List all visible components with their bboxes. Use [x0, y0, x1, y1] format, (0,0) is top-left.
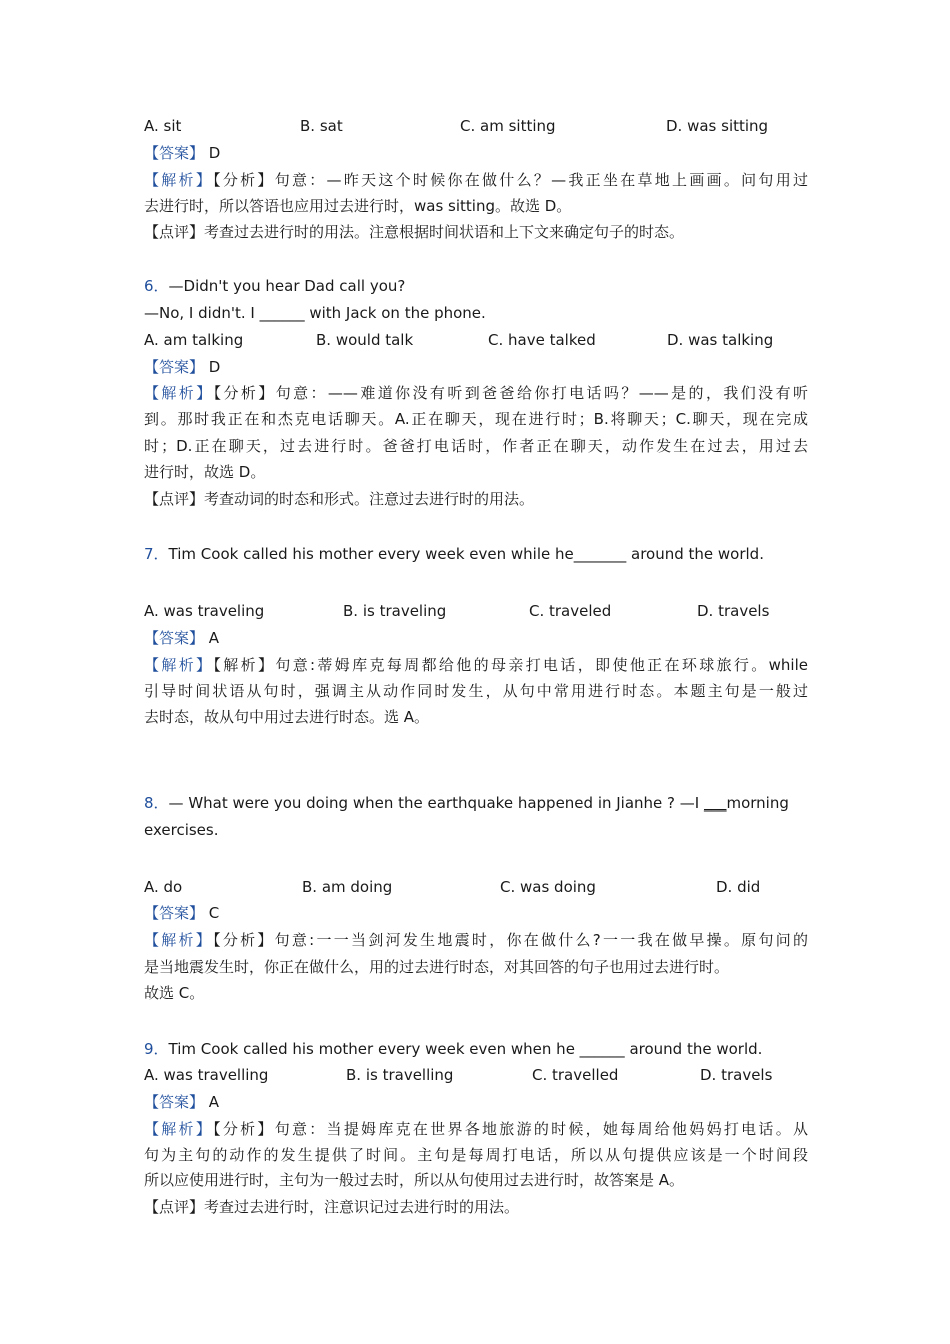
q8-analysis-line: 是当地震发生时，你正在做什么，用的过去进行时态，对其回答的句子也用过去进行时。 [144, 958, 730, 976]
answer-value: D [208, 144, 221, 162]
answer-tag: 【答案】 [144, 144, 205, 162]
q6-option-a: A. am talking [144, 331, 244, 349]
analysis-text: 【分析】句意：——难道你没有听到爸爸给你打电话吗？——是的，我们没有听 [213, 384, 808, 402]
q7-option-d: D. travels [697, 602, 770, 620]
analysis-text: 【解析】句意:蒂姆库克每周都给他的母亲打电话，即使他正在环球旅行。while [213, 656, 808, 674]
q8-option-b: B. am doing [302, 878, 393, 896]
q5-option-a: A. sit [144, 117, 182, 135]
q5-review [144, 222, 808, 242]
q8-options [144, 877, 808, 897]
q9-analysis-line [144, 1119, 808, 1139]
answer-tag: 【答案】 [144, 629, 205, 647]
q5-options [144, 116, 808, 136]
q6-stem [144, 276, 808, 296]
question-stem: —Didn't you hear Dad call you? [168, 277, 406, 295]
q8-stem [144, 793, 808, 813]
answer-tag: 【答案】 [144, 904, 205, 922]
q8-option-c: C. was doing [500, 878, 596, 896]
q7-options [144, 601, 808, 621]
q6-option-d: D. was talking [667, 331, 774, 349]
q7-option-c: C. traveled [529, 602, 612, 620]
review-tag: 【点评】 [144, 1198, 205, 1216]
q9-answer [144, 1092, 808, 1112]
answer-value: A [208, 1093, 220, 1111]
q9-option-b: B. is travelling [346, 1066, 454, 1084]
analysis-tag: 【解析】 [144, 931, 214, 949]
q9-option-c: C. travelled [532, 1066, 619, 1084]
analysis-tag: 【解析】 [144, 384, 214, 402]
question-stem: Tim Cook called his mother every week even while he_______ around the world. [168, 545, 764, 563]
question-stem-end: morning [726, 794, 789, 812]
question-number: 9． [144, 1040, 169, 1058]
review-text: 考查动词的时态和形式。注意过去进行时的用法。 [204, 490, 535, 508]
q5-analysis-line [144, 170, 808, 190]
q7-stem [144, 544, 808, 564]
q9-option-a: A. was travelling [144, 1066, 269, 1084]
review-tag: 【点评】 [144, 490, 205, 508]
analysis-text: 【分析】句意:一一当剑河发生地震时，你在做什么?一一我在做早操。原句问的 [213, 931, 808, 949]
analysis-tag: 【解析】 [144, 171, 214, 189]
q7-option-a: A. was traveling [144, 602, 265, 620]
q8-answer [144, 903, 808, 923]
q5-analysis-line: 去进行时，所以答语也应用过去进行时，was sitting。故选 D。 [144, 197, 572, 215]
q6-analysis-line [144, 383, 808, 403]
q8-stem-line2: exercises. [144, 821, 219, 839]
q7-option-b: B. is traveling [343, 602, 447, 620]
q8-analysis-line [144, 930, 808, 950]
question-number: 8． [144, 794, 169, 812]
q6-options [144, 330, 808, 350]
question-number: 6． [144, 277, 169, 295]
analysis-text: 【分析】句意：当提姆库克在世界各地旅游的时候，她每周给他妈妈打电话。从 [213, 1120, 808, 1138]
analysis-tag: 【解析】 [144, 656, 214, 674]
q9-review [144, 1197, 808, 1217]
answer-value: A [208, 629, 220, 647]
q6-option-b: B. would talk [316, 331, 414, 349]
question-stem: Tim Cook called his mother every week even when he ______ around the world. [168, 1040, 763, 1058]
q5-option-d: D. was sitting [666, 117, 769, 135]
q8-option-d: D. did [716, 878, 761, 896]
review-tag: 【点评】 [144, 223, 205, 241]
q9-option-d: D. travels [700, 1066, 773, 1084]
analysis-tag: 【解析】 [144, 1120, 214, 1138]
answer-value: C [208, 904, 220, 922]
q8-option-a: A. do [144, 878, 183, 896]
q5-answer [144, 143, 808, 163]
q6-option-c: C. have talked [488, 331, 596, 349]
q6-review [144, 489, 808, 509]
question-number: 7． [144, 545, 169, 563]
q5-option-c: C. am sitting [460, 117, 556, 135]
q9-analysis-line: 句为主句的动作的发生提供了时间。主句是每周打电话，所以从句提供应该是一个时间段 [144, 1146, 808, 1164]
q6-answer [144, 357, 808, 377]
q6-analysis-line: 进行时，故选 D。 [144, 463, 266, 481]
answer-tag: 【答案】 [144, 358, 205, 376]
q7-analysis-line: 引导时间状语从句时，强调主从动作同时发生，从句中常用进行时态。本题主句是一般过 [144, 682, 808, 700]
review-text: 考查过去进行时的用法。注意根据时间状语和上下文来确定句子的时态。 [204, 223, 685, 241]
q9-stem [144, 1039, 808, 1059]
q9-options [144, 1065, 808, 1085]
q7-analysis-line: 去时态，故从句中用过去进行时态。选 A。 [144, 708, 430, 726]
question-stem: — What were you doing when the earthquake happened in Jianhe ? —I [168, 794, 704, 812]
review-text: 考查过去进行时，注意识记过去进行时的用法。 [204, 1198, 520, 1216]
q7-analysis-line [144, 655, 808, 675]
answer-blank: ___ [703, 794, 727, 812]
q9-analysis-line: 所以应使用进行时，主句为一般过去时，所以从句使用过去进行时，故答案是 A。 [144, 1171, 685, 1189]
q6-stem-line2: —No, I didn't. I ______ with Jack on the phone. [144, 304, 486, 322]
q8-analysis-line: 故选 C。 [144, 984, 205, 1002]
q6-analysis-line: 到。那时我正在和杰克电话聊天。A.正在聊天，现在进行时；B.将聊天；C.聊天，现在完成 [144, 410, 808, 428]
answer-tag: 【答案】 [144, 1093, 205, 1111]
q7-answer [144, 628, 808, 648]
answer-value: D [208, 358, 221, 376]
analysis-text: 【分析】句意：—昨天这个时候你在做什么？—我正坐在草地上画画。问句用过 [213, 171, 808, 189]
q6-analysis-line: 时；D.正在聊天，过去进行时。爸爸打电话时，作者正在聊天，动作发生在过去，用过去 [144, 437, 808, 455]
q5-option-b: B. sat [300, 117, 343, 135]
